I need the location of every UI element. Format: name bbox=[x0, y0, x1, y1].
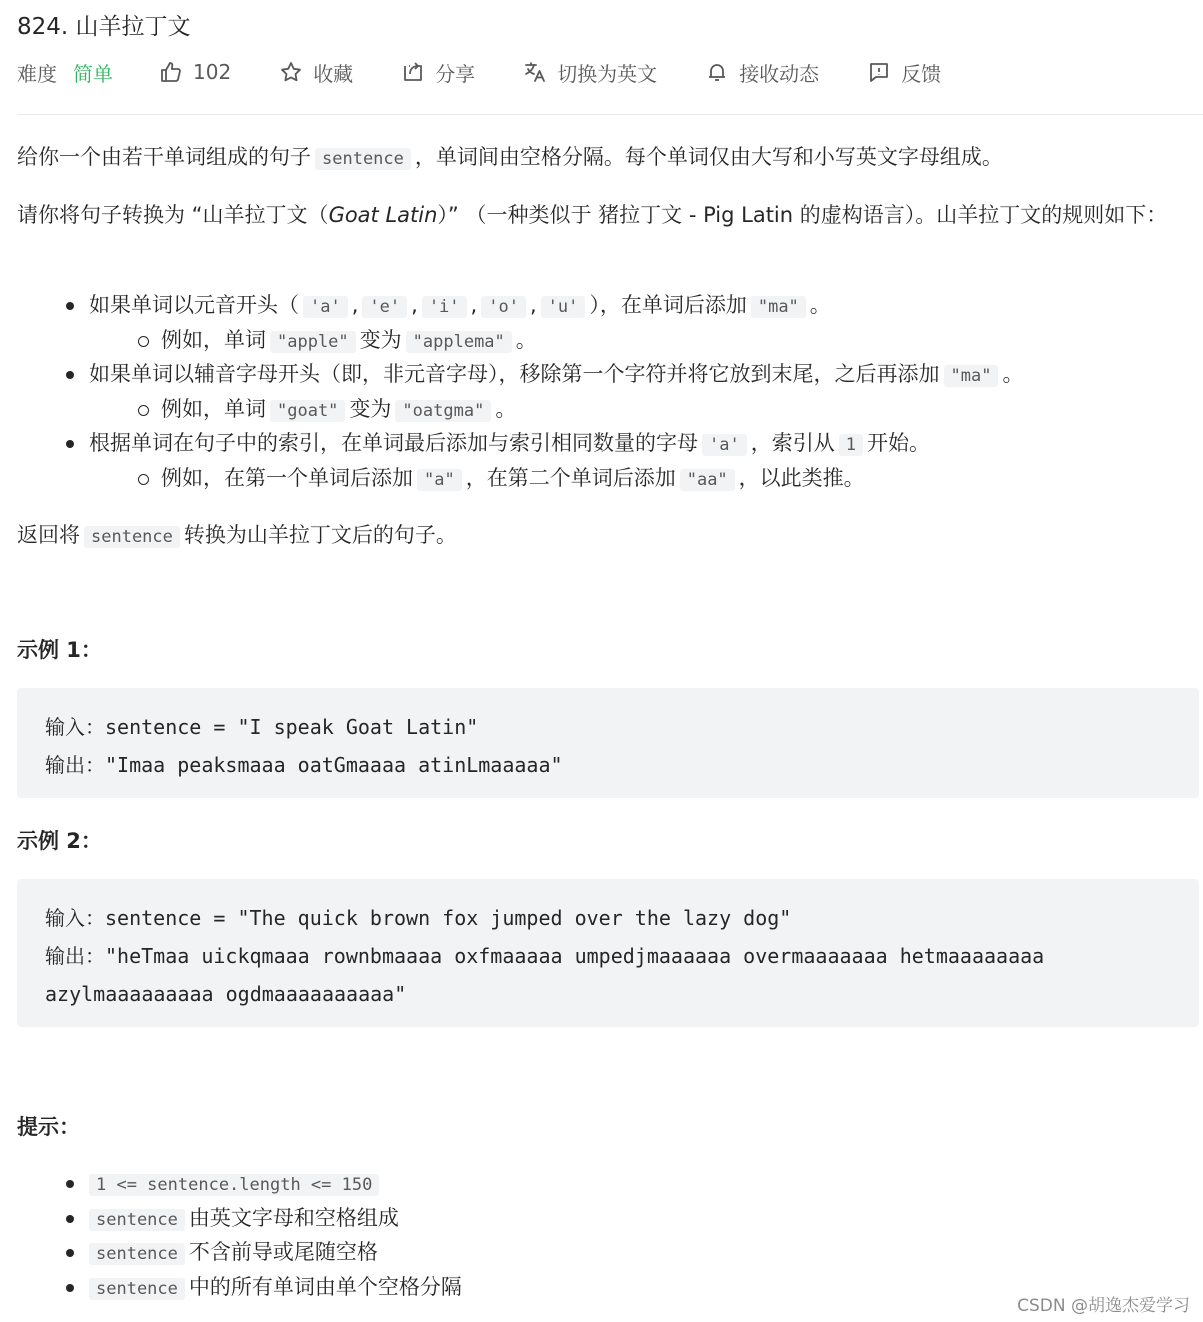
text: ），在单词后添加 bbox=[589, 293, 747, 317]
list-item bbox=[17, 1166, 462, 1201]
list-item bbox=[17, 1201, 462, 1236]
inline-code: "applema" bbox=[406, 331, 512, 353]
italic-text: Goat Latin bbox=[328, 203, 438, 227]
text: 变为 bbox=[359, 327, 402, 352]
list-item bbox=[17, 323, 1192, 358]
thumb-up-icon bbox=[159, 60, 183, 84]
list-item bbox=[17, 1235, 462, 1270]
text: 。 bbox=[495, 396, 517, 421]
text: 转换为山羊拉丁文后的句子。 bbox=[183, 523, 457, 547]
list-item: 如果单词以元音开头（ 'a' , 'e' , 'i' , 'o' , 'u' ），在单词后添加 "ma" 。 bbox=[17, 288, 1192, 323]
inline-code: "ma" bbox=[751, 296, 806, 318]
subscribe-button[interactable] bbox=[705, 58, 819, 87]
text: 给你一个由若干单词组成的句子 bbox=[17, 145, 311, 169]
inline-code: 'e' bbox=[362, 296, 407, 318]
text: ，在第二个单词后添加 bbox=[465, 465, 676, 490]
text: 如果单词以元音开头（ bbox=[89, 293, 299, 317]
divider bbox=[17, 114, 1203, 115]
share-button[interactable] bbox=[401, 58, 475, 87]
example-input: 输入：sentence = "I speak Goat Latin" bbox=[45, 715, 479, 739]
inline-code: 'a' bbox=[702, 434, 747, 456]
text: ）” （一种类似于 猪拉丁文 - Pig Latin 的虚构语言）。山羊拉丁文的规则如下： bbox=[437, 203, 1168, 227]
text: 例如，在第一个单词后添加 bbox=[161, 465, 413, 490]
inline-code: "ma" bbox=[944, 365, 999, 387]
feedback-button[interactable] bbox=[867, 58, 941, 87]
difficulty-value: 简单 bbox=[73, 61, 113, 86]
switch-language-label: 切换为英文 bbox=[557, 61, 658, 86]
inline-code: sentence bbox=[89, 1209, 185, 1231]
description-paragraph bbox=[17, 140, 1003, 176]
text: 。 bbox=[809, 293, 831, 317]
difficulty-label: 难度 bbox=[17, 61, 57, 86]
inline-code: 'a' bbox=[303, 296, 348, 318]
example-output: 输出："Imaa peaksmaaa oatGmaaaa atinLmaaaaa" bbox=[45, 753, 563, 777]
switch-language-button[interactable] bbox=[523, 58, 657, 87]
inline-code: "oatgma" bbox=[395, 400, 491, 422]
difficulty bbox=[17, 58, 113, 87]
list-item bbox=[17, 426, 1192, 461]
rules-list bbox=[17, 288, 1192, 495]
hints-title: 提示： bbox=[17, 1115, 80, 1139]
problem-toolbar bbox=[17, 56, 941, 88]
star-icon bbox=[279, 60, 303, 84]
text: 根据单词在句子中的索引，在单词最后添加与索引相同数量的字母 bbox=[89, 431, 698, 455]
text: 请你将句子转换为 “山羊拉丁文（ bbox=[17, 203, 329, 227]
inline-code: sentence bbox=[84, 526, 180, 548]
list-item bbox=[17, 1270, 462, 1305]
description-paragraph bbox=[17, 198, 1192, 232]
inline-code: "apple" bbox=[270, 331, 356, 353]
text: 不含前导或尾随空格 bbox=[188, 1240, 378, 1264]
inline-code: "goat" bbox=[270, 400, 345, 422]
inline-code: sentence bbox=[315, 148, 411, 170]
inline-code: sentence bbox=[89, 1243, 185, 1265]
feedback-icon bbox=[867, 60, 891, 84]
share-icon bbox=[401, 60, 425, 84]
favorite-label: 收藏 bbox=[313, 61, 354, 86]
text: 例如，单词 bbox=[161, 396, 266, 421]
list-item bbox=[17, 461, 1192, 496]
feedback-label: 反馈 bbox=[901, 61, 942, 86]
example-code-block bbox=[17, 879, 1199, 1027]
favorite-button[interactable] bbox=[279, 58, 353, 87]
return-paragraph bbox=[17, 518, 457, 554]
text: 例如，单词 bbox=[161, 327, 266, 352]
watermark: CSDN @胡逸杰爱学习 bbox=[1017, 1296, 1190, 1316]
subscribe-label: 接收动态 bbox=[739, 61, 820, 86]
example-code-block bbox=[17, 688, 1199, 798]
share-label: 分享 bbox=[435, 61, 476, 86]
list-item bbox=[17, 392, 1192, 427]
hints-list bbox=[17, 1166, 462, 1304]
example-title: 示例 1： bbox=[17, 638, 102, 662]
inline-code: 'o' bbox=[481, 296, 526, 318]
like-button[interactable] bbox=[159, 60, 231, 84]
text: ，单词间由空格分隔。每个单词仅由大写和小写英文字母组成。 bbox=[414, 145, 1003, 169]
text: 变为 bbox=[349, 396, 392, 421]
text: 如果单词以辅音字母开头（即，非元音字母），移除第一个字符并将它放到末尾，之后再添加 bbox=[89, 362, 940, 386]
inline-code: "a" bbox=[417, 469, 462, 491]
bell-icon bbox=[705, 60, 729, 84]
example-title: 示例 2： bbox=[17, 829, 102, 853]
inline-code: "aa" bbox=[680, 469, 735, 491]
text: 。 bbox=[515, 327, 537, 352]
text: 中的所有单词由单个空格分隔 bbox=[188, 1274, 462, 1299]
inline-code: 'u' bbox=[541, 296, 586, 318]
text: ，以此类推。 bbox=[738, 465, 865, 490]
problem-title: 824. 山羊拉丁文 bbox=[17, 14, 191, 40]
example-output: 输出："heTmaa uickqmaaa rownbmaaaa oxfmaaaaa umpedjmaaaaaa overmaaaaaaa hetmaaaaaaaa azylmaaaaaaaaa ogdmaaaaaaaaaa" bbox=[45, 944, 1057, 1006]
like-count: 102 bbox=[193, 60, 232, 84]
text: 返回将 bbox=[17, 523, 80, 547]
text: 开始。 bbox=[866, 431, 930, 455]
inline-code: 'i' bbox=[422, 296, 467, 318]
inline-code: sentence bbox=[89, 1278, 185, 1300]
inline-code: 1 <= sentence.length <= 150 bbox=[89, 1174, 379, 1196]
list-item bbox=[17, 357, 1192, 392]
inline-code: 1 bbox=[839, 434, 863, 456]
example-input: 输入：sentence = "The quick brown fox jumped over the lazy dog" bbox=[45, 906, 792, 930]
text: ，索引从 bbox=[750, 431, 835, 455]
translate-icon bbox=[523, 60, 547, 84]
text: 。 bbox=[1002, 362, 1024, 386]
text: 由英文字母和空格组成 bbox=[188, 1205, 399, 1230]
